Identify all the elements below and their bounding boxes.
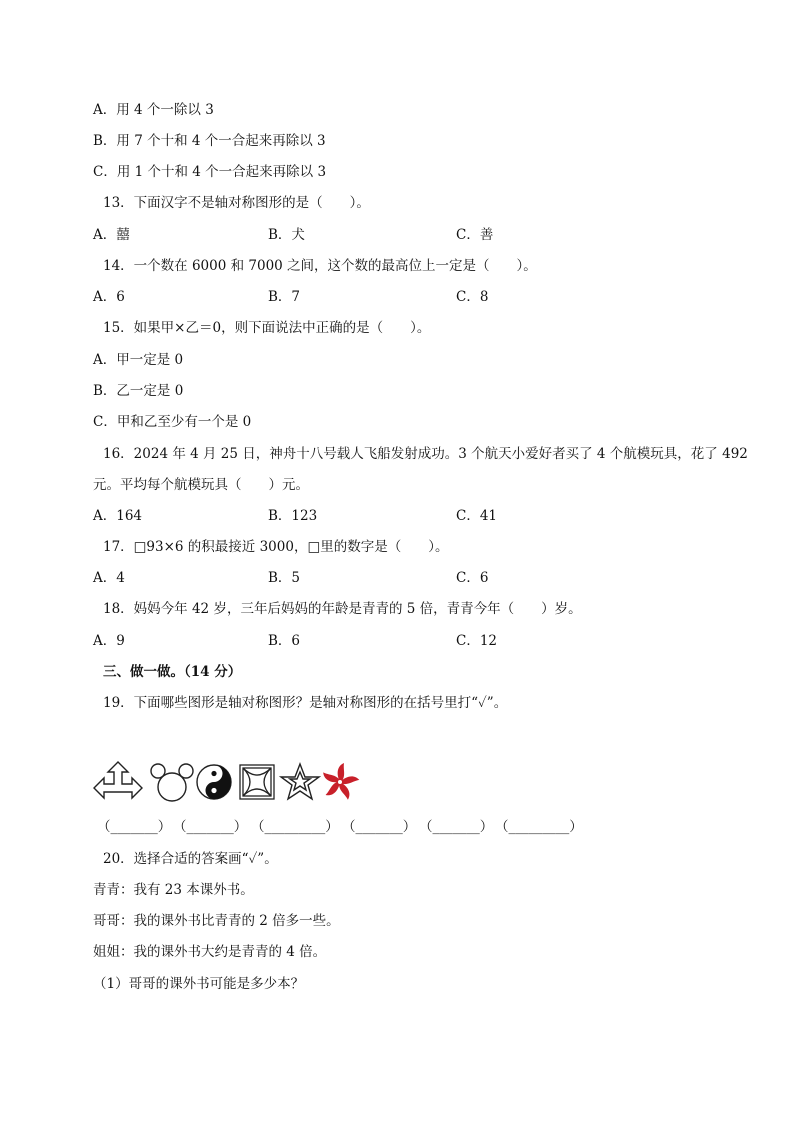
q14-option-c: C．8 bbox=[456, 289, 489, 305]
square-pattern-icon bbox=[240, 765, 274, 799]
q19-stem: 19．下面哪些图形是轴对称图形？是轴对称图形的在括号里打“✓”。 bbox=[103, 695, 508, 711]
q17-stem: 17．□93×6 的积最接近 3000，□里的数字是（ ）。 bbox=[103, 539, 449, 555]
q17-option-b: B．5 bbox=[268, 570, 301, 586]
q13-option-b: B．犬 bbox=[268, 227, 305, 243]
q20-line-gege: 哥哥：我的课外书比青青的 2 倍多一些。 bbox=[93, 913, 340, 929]
double-arrow-icon bbox=[94, 762, 142, 798]
q16-stem-line2: 元。平均每个航模玩具（ ）元。 bbox=[93, 477, 309, 493]
mickey-circles-icon bbox=[151, 764, 193, 801]
q12-option-b: B．用 7 个十和 4 个一合起来再除以 3 bbox=[93, 133, 326, 149]
q19-figures bbox=[92, 758, 372, 808]
q15-stem: 15．如果甲×乙＝0，则下面说法中正确的是（ ）。 bbox=[103, 320, 431, 336]
q19-blank-1[interactable]: （_______） bbox=[97, 819, 172, 835]
q19-blank-5[interactable]: （_______） bbox=[419, 819, 494, 835]
q15-option-c: C．甲和乙至少有一个是 0 bbox=[93, 414, 252, 430]
q18-option-c: C．12 bbox=[456, 633, 498, 649]
q20-sub-question-1: （1）哥哥的课外书可能是多少本？ bbox=[93, 976, 305, 992]
q18-stem: 18．妈妈今年 42 岁，三年后妈妈的年龄是青青的 5 倍，青青今年（ ）岁。 bbox=[103, 601, 582, 617]
q14-stem: 14．一个数在 6000 和 7000 之间，这个数的最高位上一定是（ ）。 bbox=[103, 258, 537, 274]
q16-option-c: C．41 bbox=[456, 508, 498, 524]
q13-option-a: A．囍 bbox=[93, 227, 130, 243]
q19-blank-4[interactable]: （_______） bbox=[342, 819, 417, 835]
q15-option-b: B．乙一定是 0 bbox=[93, 383, 184, 399]
star-icon bbox=[281, 764, 319, 799]
q20-stem: 20．选择合适的答案画“✓”。 bbox=[103, 851, 278, 867]
q19-blank-2[interactable]: （_______） bbox=[173, 819, 248, 835]
q19-blank-6[interactable]: （_________） bbox=[495, 819, 583, 835]
q14-option-a: A．6 bbox=[93, 289, 125, 305]
q12-option-a: A．用 4 个一除以 3 bbox=[93, 102, 214, 118]
q20-line-jiejie: 姐姐：我的课外书大约是青青的 4 倍。 bbox=[93, 944, 327, 960]
section-3-title: 三、做一做。（14 分） bbox=[103, 664, 242, 680]
q16-option-b: B．123 bbox=[268, 508, 318, 524]
q15-option-a: A．甲一定是 0 bbox=[93, 352, 184, 368]
bauhinia-icon bbox=[321, 763, 359, 800]
yin-yang-icon bbox=[197, 765, 231, 799]
q12-option-c: C．用 1 个十和 4 个一合起来再除以 3 bbox=[93, 164, 327, 180]
q17-option-a: A．4 bbox=[93, 570, 125, 586]
q18-option-b: B．6 bbox=[268, 633, 301, 649]
q13-stem: 13．下面汉字不是轴对称图形的是（ ）。 bbox=[103, 195, 370, 211]
q19-blank-3[interactable]: （_________） bbox=[251, 819, 339, 835]
q18-option-a: A．9 bbox=[93, 633, 125, 649]
q13-option-c: C．善 bbox=[456, 227, 494, 243]
q16-option-a: A．164 bbox=[93, 508, 143, 524]
q17-option-c: C．6 bbox=[456, 570, 489, 586]
q16-stem-line1: 16．2024 年 4 月 25 日，神舟十八号载人飞船发射成功。3 个航天小爱好者买了 4 个航模玩具，花了 492 bbox=[103, 446, 748, 462]
q14-option-b: B．7 bbox=[268, 289, 301, 305]
q20-line-qingqing: 青青：我有 23 本课外书。 bbox=[93, 882, 254, 898]
